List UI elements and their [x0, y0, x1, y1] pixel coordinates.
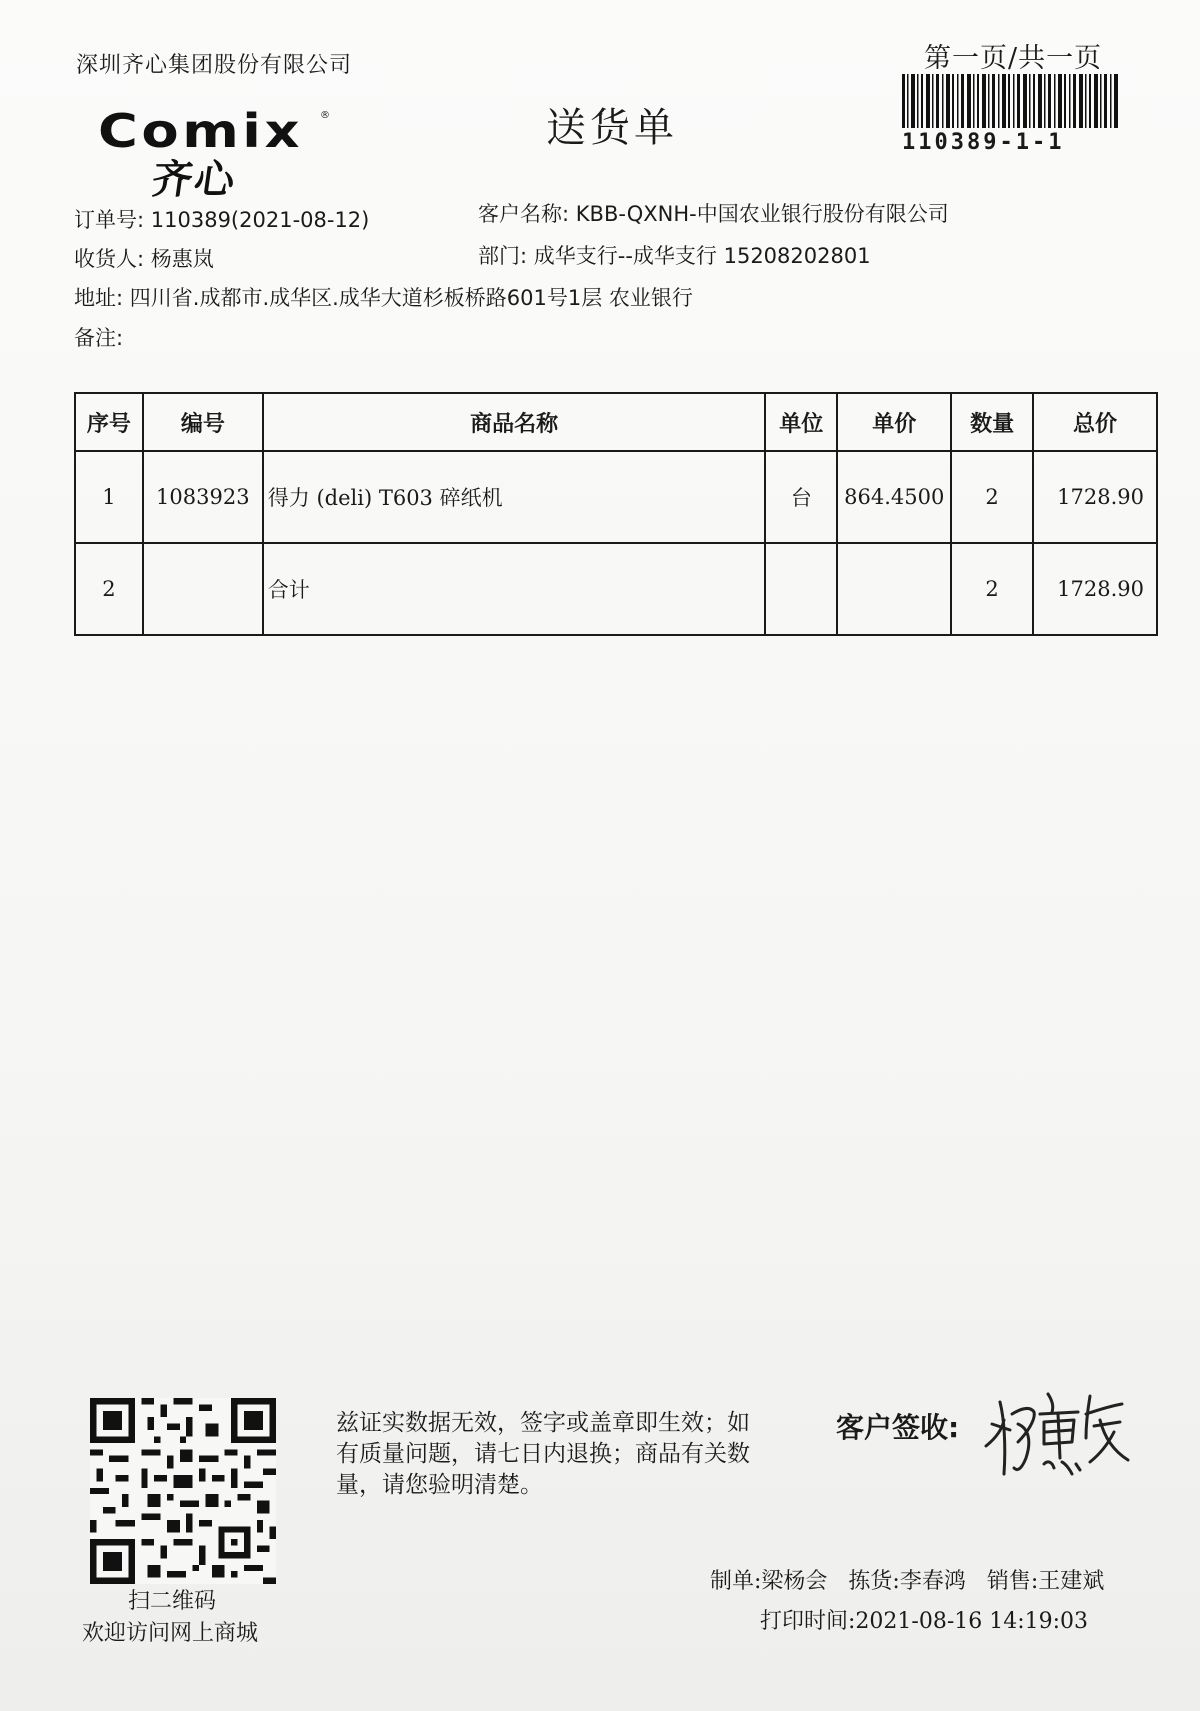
- table-row: [75, 543, 1157, 635]
- address-value: 四川省.成都市.成华区.成华大道杉板桥路601号1层 农业银行: [129, 286, 693, 310]
- order-number-row: [74, 204, 369, 234]
- receiver-value: 杨惠岚: [150, 247, 214, 271]
- cell-index: 2: [75, 543, 143, 635]
- table-row: [75, 451, 1157, 543]
- qr-code-icon: [90, 1398, 276, 1584]
- order-number-value: 110389(2021-08-12): [150, 208, 370, 232]
- qr-caption-scan: 扫二维码: [128, 1589, 217, 1614]
- customer-name-label: 客户名称:: [478, 202, 570, 226]
- receiver-row: [74, 243, 214, 273]
- document-title: 送货单: [546, 105, 678, 151]
- department-row: [478, 240, 871, 270]
- cell-index: 1: [75, 451, 143, 543]
- column-header-unit-price: 单价: [837, 393, 951, 451]
- customer-name-value: KBB-QXNH-中国农业银行股份有限公司: [575, 202, 949, 226]
- cell-quantity: 2: [951, 451, 1033, 543]
- cell-code: [143, 543, 263, 635]
- staff-row: [710, 1564, 1118, 1595]
- column-header-code: 编号: [143, 393, 263, 451]
- cell-total: 1728.90: [1033, 451, 1157, 543]
- address-label: 地址:: [74, 286, 124, 310]
- address-row: [74, 282, 693, 312]
- cell-unit-price: 864.4500: [837, 451, 951, 543]
- cell-total: 1728.90: [1033, 543, 1157, 635]
- cell-product-name: 得力 (deli) T603 碎纸机: [263, 451, 766, 543]
- comix-logo: [98, 104, 330, 203]
- qr-caption-visit-store: 欢迎访问网上商城: [82, 1621, 259, 1646]
- column-header-unit: 单位: [765, 393, 837, 451]
- customer-name-row: [478, 198, 949, 228]
- cell-unit: [765, 543, 837, 635]
- customer-signature-label: 客户签收:: [836, 1411, 960, 1444]
- cell-unit-price: [837, 543, 951, 635]
- order-number-label: 订单号:: [74, 208, 145, 232]
- cell-product-name: 合计: [263, 543, 766, 635]
- picker: 拣货:李春鸿: [848, 1569, 966, 1594]
- barcode-number: 110389-1-1: [902, 130, 1065, 155]
- logo-english-text: Comix: [98, 104, 304, 158]
- remark-label: 备注:: [74, 326, 124, 350]
- cell-unit: 台: [765, 451, 837, 543]
- remark-row: [74, 322, 130, 352]
- registered-mark: ®: [320, 110, 330, 121]
- cell-quantity: 2: [951, 543, 1033, 635]
- department-value: 成华支行--成华支行 15208202801: [533, 244, 871, 268]
- company-name: 深圳齐心集团股份有限公司: [76, 53, 353, 78]
- column-header-index: 序号: [75, 393, 143, 451]
- handwritten-signature: [982, 1384, 1134, 1484]
- goods-table: [74, 392, 1158, 636]
- column-header-quantity: 数量: [951, 393, 1033, 451]
- notice-text: 兹证实数据无效，签字或盖章即生效；如有质量问题，请七日内退换；商品有关数量，请您验明清楚。: [336, 1410, 750, 1498]
- cell-code: 1083923: [143, 451, 263, 543]
- department-label: 部门:: [478, 244, 528, 268]
- column-header-product-name: 商品名称: [263, 393, 766, 451]
- receiver-label: 收货人:: [74, 247, 145, 271]
- column-header-total: 总价: [1033, 393, 1157, 451]
- document-maker: 制单:梁杨会: [710, 1569, 828, 1594]
- logo-chinese-text: 齐心: [149, 157, 240, 203]
- salesperson: 销售:王建斌: [986, 1569, 1105, 1594]
- page-indicator: 第一页/共一页: [924, 43, 1103, 74]
- table-header-row: [75, 393, 1157, 451]
- print-time: 打印时间:2021-08-16 14:19:03: [760, 1609, 1089, 1634]
- barcode-icon: [902, 74, 1120, 128]
